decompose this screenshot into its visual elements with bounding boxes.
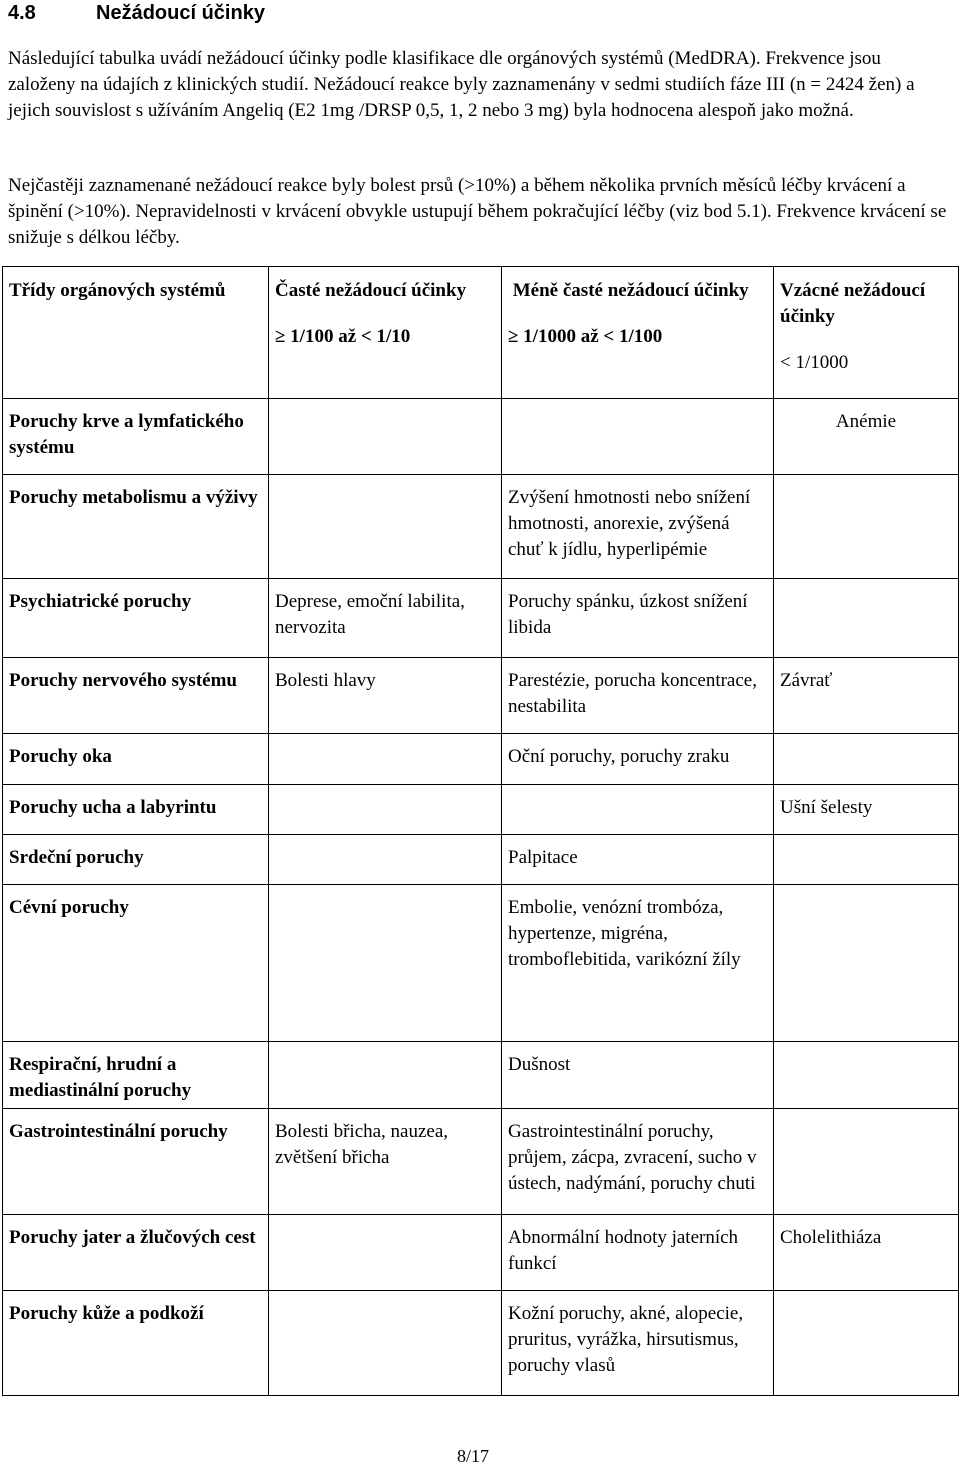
table-row (3, 885, 959, 1042)
table-row (3, 785, 959, 835)
row-class-cell: Poruchy kůže a podkoží (3, 1291, 269, 1396)
row-rare-cell (774, 835, 959, 885)
header-common-label: Časté nežádoucí účinky (275, 280, 467, 301)
row-class-cell: Poruchy krve a lymfatického systému (3, 399, 269, 475)
row-class-cell: Cévní poruchy (3, 885, 269, 1042)
row-class-cell: Poruchy jater a žlučových cest (3, 1215, 269, 1291)
row-rare-cell: Ušní šelesty (774, 785, 959, 835)
row-uncommon-cell (502, 785, 774, 835)
section-heading (8, 0, 265, 28)
row-uncommon-cell: Poruchy spánku, úzkost snížení libida (502, 579, 774, 658)
row-class-cell: Srdeční poruchy (3, 835, 269, 885)
row-common-cell (269, 475, 502, 579)
row-common-cell (269, 1215, 502, 1291)
table-row (3, 579, 959, 658)
table-row (3, 835, 959, 885)
row-rare-cell (774, 579, 959, 658)
row-class-cell: Respirační, hrudní a mediastinální poruchy (3, 1042, 269, 1109)
row-rare-cell: Závrať (774, 658, 959, 734)
row-common-cell: Deprese, emoční labilita, nervozita (269, 579, 502, 658)
table-row (3, 1042, 959, 1109)
row-class-cell: Poruchy oka (3, 734, 269, 785)
header-uncommon-frequency: ≥ 1/1000 až < 1/100 (508, 326, 663, 347)
row-rare-cell (774, 885, 959, 1042)
header-rare-cell (774, 267, 959, 399)
row-uncommon-cell: Abnormální hodnoty jaterních funkcí (502, 1215, 774, 1291)
intro-paragraph: Následující tabulka uvádí nežádoucí účinky podle klasifikace dle orgánových systémů (MedDRA). Frekvence jsou založeny na údajích z klinických studií. Nežádoucí reakce byly zaznamenány v sedmi studiích fáze III (n = 2424 žen) a jejich souvislost s užíváním Angeliq (E2 1mg /DRSP 0,5, 1, 2 nebo 3 mg) byla hodnocena alespoň jako možná. (8, 48, 915, 121)
row-class-cell: Poruchy metabolismu a výživy (3, 475, 269, 579)
row-common-cell (269, 785, 502, 835)
table-row (3, 1109, 959, 1215)
row-rare-cell (774, 475, 959, 579)
row-uncommon-cell: Palpitace (502, 835, 774, 885)
row-common-cell (269, 1291, 502, 1396)
row-common-cell: Bolesti hlavy (269, 658, 502, 734)
table-row (3, 734, 959, 785)
page-number: 8/17 (456, 1446, 489, 1466)
row-rare-cell (774, 1109, 959, 1215)
table-header-row (3, 267, 959, 399)
row-common-cell (269, 734, 502, 785)
header-common-cell (269, 267, 502, 399)
table-row (3, 475, 959, 579)
row-common-cell (269, 399, 502, 475)
row-rare-cell (774, 1291, 959, 1396)
section-title: Nežádoucí účinky (96, 2, 265, 24)
row-common-cell (269, 885, 502, 1042)
table-row (3, 658, 959, 734)
row-class-cell: Poruchy nervového systému (3, 658, 269, 734)
table-row (3, 1215, 959, 1291)
row-rare-cell: Cholelithiáza (774, 1215, 959, 1291)
row-uncommon-cell: Kožní poruchy, akné, alopecie, pruritus, vyrážka, hirsutismus, poruchy vlasů (502, 1291, 774, 1396)
row-rare-cell (774, 734, 959, 785)
row-common-cell: Bolesti břicha, nauzea, zvětšení břicha (269, 1109, 502, 1215)
header-class-cell (3, 267, 269, 399)
row-uncommon-cell: Oční poruchy, poruchy zraku (502, 734, 774, 785)
row-uncommon-cell: Gastrointestinální poruchy, průjem, zácpa, zvracení, sucho v ústech, nadýmání, poruchy chuti (502, 1109, 774, 1215)
header-uncommon-label: Méně časté nežádoucí účinky (508, 280, 749, 301)
header-uncommon-cell (502, 267, 774, 399)
row-uncommon-cell: Dušnost (502, 1042, 774, 1109)
adverse-effects-table-body (3, 267, 959, 1396)
row-uncommon-cell: Parestézie, porucha koncentrace, nestabilita (502, 658, 774, 734)
row-class-cell: Psychiatrické poruchy (3, 579, 269, 658)
row-class-cell: Gastrointestinální poruchy (3, 1109, 269, 1215)
row-common-cell (269, 1042, 502, 1109)
header-class-label: Třídy orgánových systémů (9, 280, 226, 301)
row-uncommon-cell: Zvýšení hmotnosti nebo snížení hmotnosti, anorexie, zvýšená chuť k jídlu, hyperlipémie (502, 475, 774, 579)
row-uncommon-cell: Embolie, venózní trombóza, hypertenze, migréna, tromboflebitida, varikózní žíly (502, 885, 774, 1042)
row-rare-cell: Anémie (774, 399, 959, 475)
frequency-paragraph: Nejčastěji zaznamenané nežádoucí reakce byly bolest prsů (>10%) a během několika prvních měsíců léčby krvácení a špinění (>10%). Nepravidelnosti v krvácení obvykle ustupují během pokračující léčby (viz bod 5.1). Frekvence krvácení se snižuje s délkou léčby. (8, 175, 947, 248)
row-uncommon-cell (502, 399, 774, 475)
section-number: 4.8 (8, 2, 36, 24)
row-common-cell (269, 835, 502, 885)
row-class-cell: Poruchy ucha a labyrintu (3, 785, 269, 835)
table-row (3, 399, 959, 475)
table-row (3, 1291, 959, 1396)
adverse-effects-table (2, 266, 959, 1396)
header-common-frequency: ≥ 1/100 až < 1/10 (275, 326, 411, 347)
header-rare-frequency: < 1/1000 (780, 352, 849, 373)
header-rare-label: Vzácné nežádoucí účinky (780, 280, 926, 327)
row-rare-cell (774, 1042, 959, 1109)
